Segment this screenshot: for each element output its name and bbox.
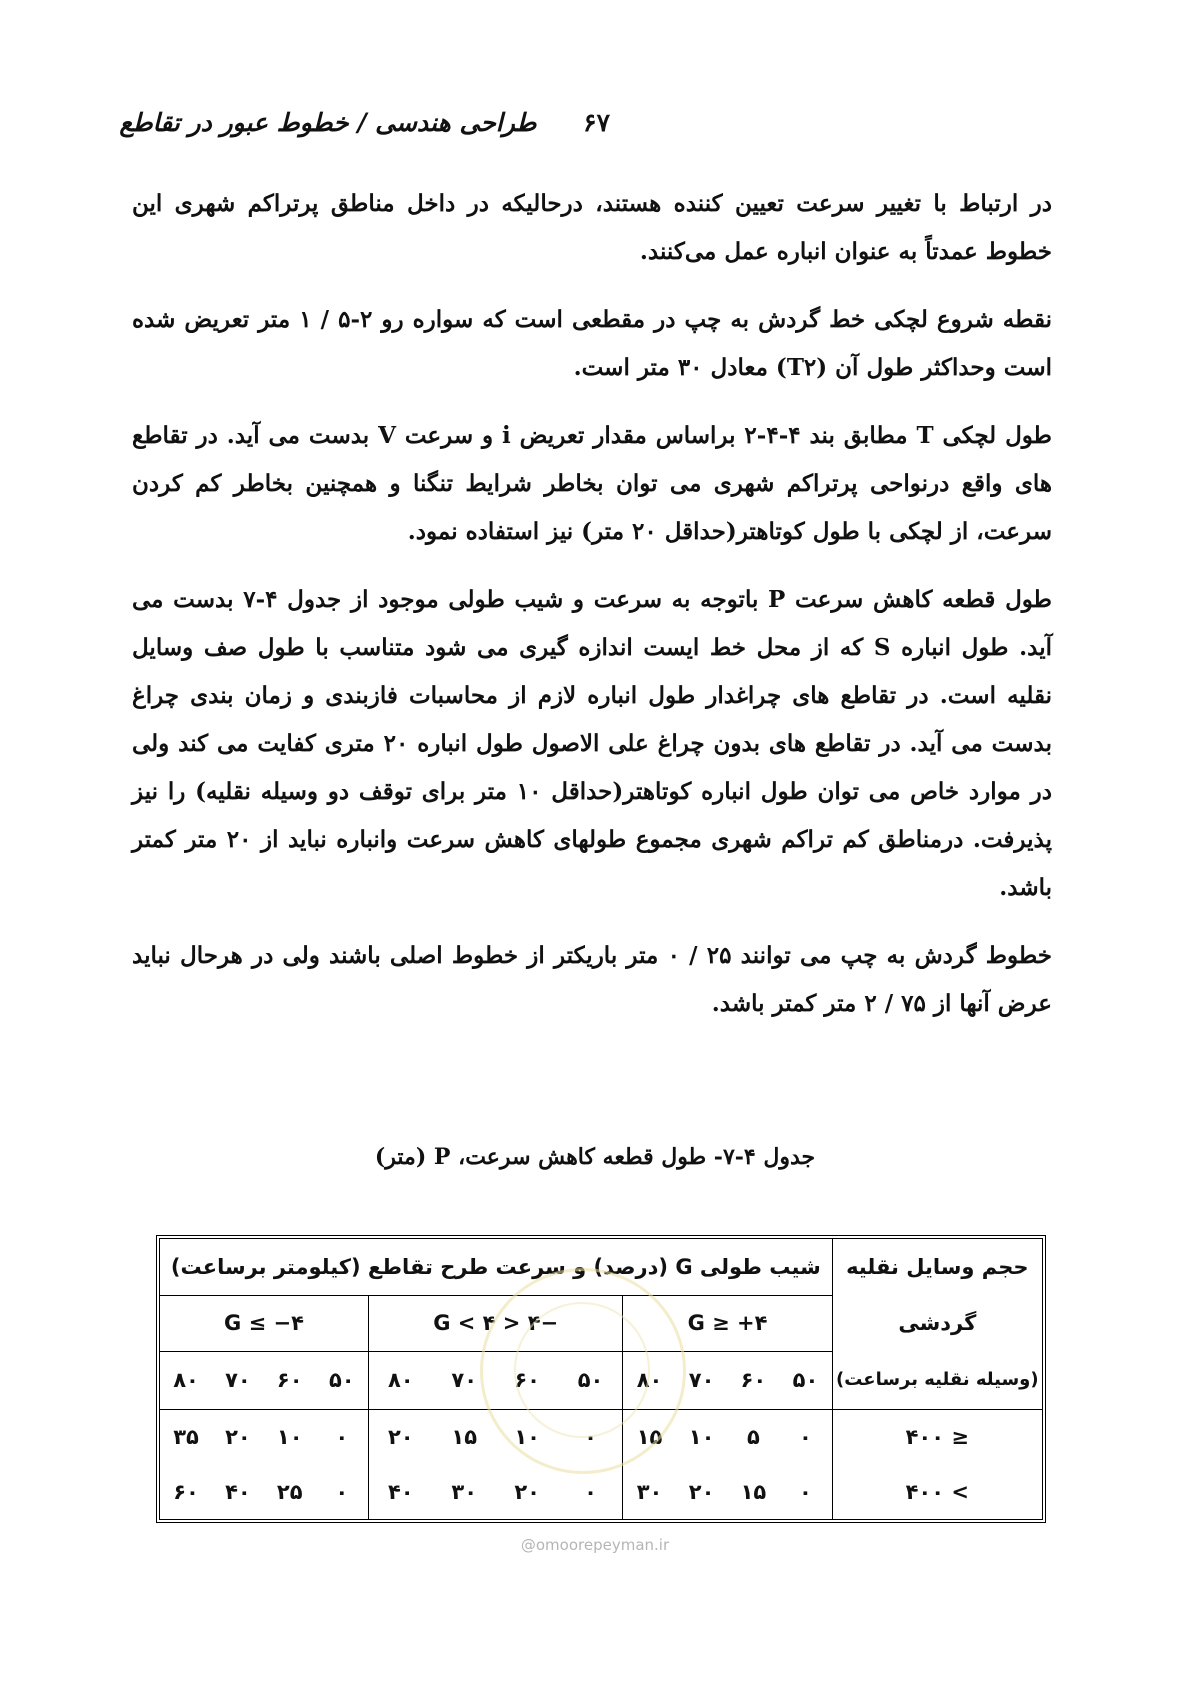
speed-header: ۷۰ bbox=[676, 1351, 728, 1409]
table-caption: جدول ۴-۷- طول قطعه کاهش سرعت، P (متر) bbox=[374, 1144, 816, 1170]
group-header: G ≤ −۴ bbox=[160, 1295, 368, 1351]
table-cell: ۳۵ bbox=[173, 1425, 199, 1450]
speed-header: ۵۰ bbox=[779, 1351, 832, 1409]
table-cell: ۲۰ bbox=[514, 1480, 540, 1504]
speed-header: ۵۰ bbox=[559, 1351, 623, 1409]
paragraph: طول قطعه کاهش سرعت P باتوجه به سرعت و شیب طولی موجود از جدول ۴-۷ بدست می آید. طول انباره S که از محل خط ایست اندازه گیری می شود متناسب با طول صف وسایل نقلیه است. در تقاطع های چراغدار طول انباره لازم از محاسبات فازبندی و زمان بندی چراغ بدست می آید. در تقاطع های بدون چراغ علی الاصول طول انباره ۲۰ متری کفایت می کند ولی در موارد خاص می توان طول انباره کوتاهتر(حداقل ۱۰ متر برای توقف دو وسیله نقلیه) را نیز پذیرفت. درمناطق کم تراکم شهری مجموع طولهای کاهش سرعت وانباره نباید از ۲۰ متر کمتر باشد. bbox=[132, 586, 1052, 901]
volume-header-line1: حجم وسایل نقلیه bbox=[832, 1239, 1042, 1295]
table-row bbox=[160, 1465, 1042, 1519]
grade-header: شیب طولی G (درصد) و سرعت طرح تقاطع (کیلومتر برساعت) bbox=[160, 1239, 832, 1295]
volume-header-line2: گردشی bbox=[832, 1295, 1042, 1351]
speed-header: ۷۰ bbox=[433, 1351, 496, 1409]
table-cell: ۰ bbox=[799, 1480, 812, 1504]
page-number: ۶۷ bbox=[583, 108, 610, 137]
group-header: −۴ < G < ۴ bbox=[368, 1295, 622, 1351]
table-cell: ۵ bbox=[746, 1425, 760, 1450]
table-cell: ۲۰ bbox=[225, 1425, 251, 1450]
table-cell: ۳۰ bbox=[451, 1480, 478, 1504]
paragraph: نقطه شروع لچکی خط گردش به چپ در مقطعی است که سواره رو ۲-۵ / ۱ متر تعریض شده است وحداکثر طول آن (T۲) معادل ۳۰ متر است. bbox=[132, 306, 1052, 381]
paragraph: در ارتباط با تغییر سرعت تعیین کننده هستند، درحالیکه در داخل مناطق پرتراکم شهری این خطوط عمدتاً به عنوان انباره عمل می‌کنند. bbox=[132, 190, 1052, 265]
table-cell: ۱۰ bbox=[514, 1425, 540, 1450]
table-cell: ۲۰ bbox=[368, 1409, 432, 1465]
speed-header: ۶۰ bbox=[264, 1351, 316, 1409]
table-cell: ۰ bbox=[584, 1480, 597, 1504]
paragraph: خطوط گردش به چپ می توانند ۲۵ / ۰ متر باریکتر از خطوط اصلی باشند ولی در هرحال نباید عرض آنها از ۷۵ / ۲ متر کمتر باشد. bbox=[132, 942, 1052, 1017]
speed-header: ۵۰ bbox=[316, 1351, 369, 1409]
row-label: > ۴۰۰ bbox=[832, 1465, 1042, 1519]
table-cell: ۱۵ bbox=[451, 1425, 478, 1450]
table-cell: ۶۰ bbox=[173, 1480, 199, 1504]
table-cell: ۱۰ bbox=[276, 1425, 303, 1450]
paragraph: طول لچکی T مطابق بند ۴-۴-۲ براساس مقدار تعریض i و سرعت V بدست می آید. در تقاطع های واقع درنواحی پرتراکم شهری می توان بخاطر شرایط تنگنا و همچنین بخاطر کم کردن سرعت، از لچکی با طول کوتاهتر(حداقل ۲۰ متر) نیز استفاده نمود. bbox=[132, 422, 1052, 545]
table-cell: ۰ bbox=[335, 1425, 349, 1450]
body-text bbox=[132, 180, 1052, 1048]
running-header bbox=[90, 108, 610, 137]
table-cell: ۲۵ bbox=[276, 1480, 303, 1504]
table-cell: ۲۰ bbox=[688, 1480, 715, 1504]
table-cell: ۱۰ bbox=[688, 1425, 715, 1450]
watermark-site: @omoorepeyman.ir bbox=[520, 1536, 670, 1554]
speed-header: ۸۰ bbox=[368, 1351, 432, 1409]
header-title: طراحی هندسی / خطوط عبور در تقاطع bbox=[119, 108, 537, 137]
group-header: G ≥ +۴ bbox=[623, 1295, 832, 1351]
table-cell: ۴۰ bbox=[225, 1480, 251, 1504]
speed-header: ۶۰ bbox=[496, 1351, 559, 1409]
table-cell: ۰ bbox=[584, 1425, 597, 1450]
table-cell: ۳۰ bbox=[623, 1465, 676, 1519]
row-label: ≤ ۴۰۰ bbox=[832, 1409, 1042, 1465]
volume-header-line3: (وسیله نقلیه برساعت) bbox=[832, 1351, 1042, 1409]
table-cell: ۰ bbox=[799, 1425, 812, 1450]
table-cell: ۴۰ bbox=[368, 1465, 432, 1519]
table-cell: ۱۵ bbox=[623, 1409, 676, 1465]
speed-header: ۷۰ bbox=[212, 1351, 264, 1409]
watermark-seal-inner-icon bbox=[514, 1302, 650, 1438]
speed-header: ۶۰ bbox=[728, 1351, 780, 1409]
table-cell: ۰ bbox=[335, 1480, 349, 1504]
speed-header: ۸۰ bbox=[160, 1351, 212, 1409]
speed-header: ۸۰ bbox=[623, 1351, 676, 1409]
table-cell: ۱۵ bbox=[740, 1480, 767, 1504]
